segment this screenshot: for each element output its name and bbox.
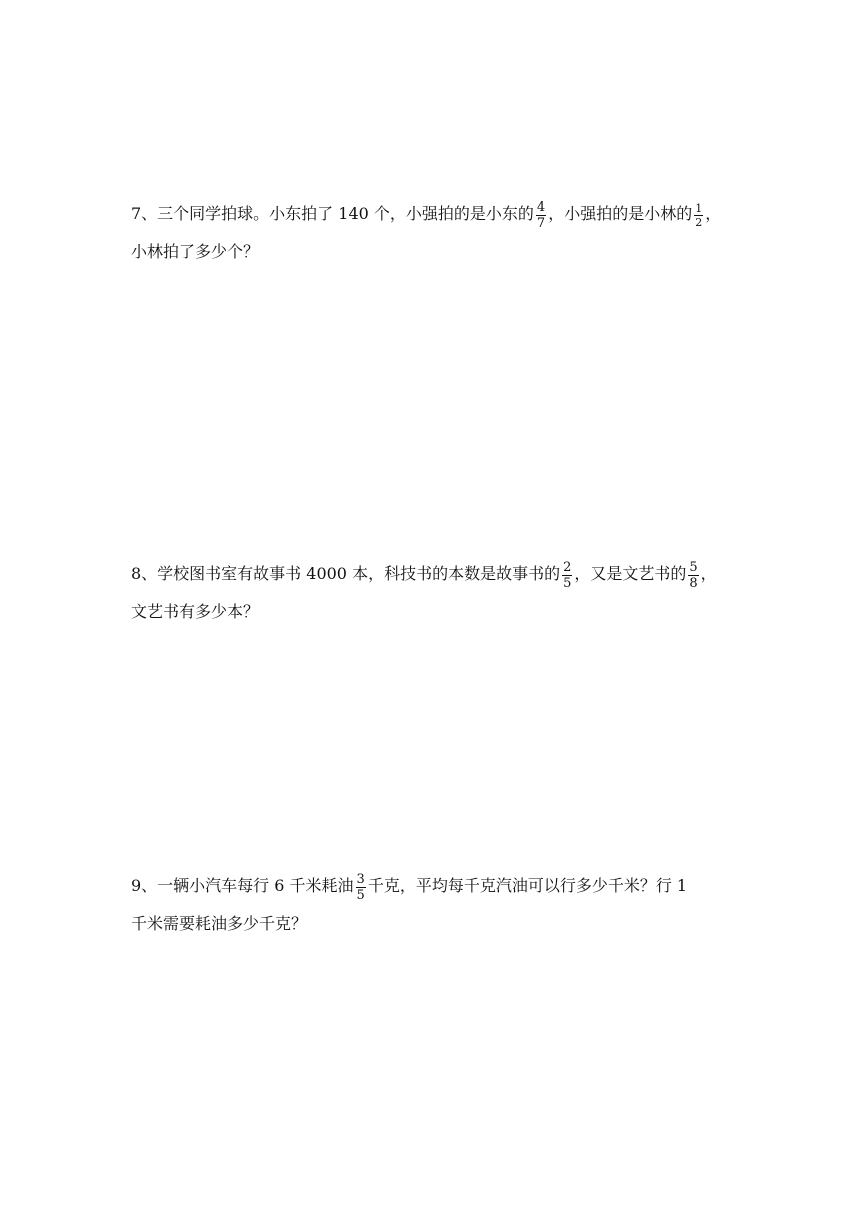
fraction-denominator: 5	[563, 575, 572, 591]
fraction-denominator: 7	[536, 215, 546, 231]
fraction-numerator: 5	[689, 559, 698, 575]
fraction-denominator: 8	[689, 575, 698, 591]
fraction-numerator: 3	[356, 871, 365, 887]
problem-7-line-2: 小林拍了多少个？	[131, 242, 260, 261]
fraction-1-2	[694, 203, 703, 228]
fraction-numerator: 2	[563, 559, 572, 575]
problem-8-text-c: ，	[700, 564, 717, 583]
fraction-2-5	[562, 561, 572, 590]
problem-9-text-a: 9、一辆小汽车每行 6 千米耗油	[131, 876, 354, 895]
fraction-4-7	[536, 201, 546, 230]
fraction-numerator: 1	[695, 201, 703, 215]
problem-8-line-2: 文艺书有多少本？	[131, 602, 260, 621]
problem-9-line-2: 千米需要耗油多少千克？	[131, 914, 308, 933]
problem-8-text-a: 8、学校图书室有故事书 4000 本，科技书的本数是故事书的	[131, 564, 561, 583]
fraction-denominator: 2	[695, 215, 703, 229]
fraction-denominator: 5	[356, 887, 365, 903]
fraction-3-5	[356, 873, 366, 902]
problem-7-text-c: ，	[705, 204, 722, 223]
fraction-numerator: 4	[536, 199, 546, 215]
problem-8-line-1	[131, 554, 717, 594]
problem-7-text-a: 7、三个同学拍球。小东拍了 140 个，小强拍的是小东的	[131, 204, 534, 223]
problem-9-line-1	[131, 866, 687, 906]
problem-7-line-1	[131, 194, 721, 234]
fraction-5-8	[688, 561, 698, 590]
problem-8-text-b: ，又是文艺书的	[574, 564, 687, 583]
problem-9-text-b: 千克，平均每千克汽油可以行多少千米？行 1	[367, 876, 688, 895]
problem-7-text-b: ，小强拍的是小林的	[548, 204, 693, 223]
